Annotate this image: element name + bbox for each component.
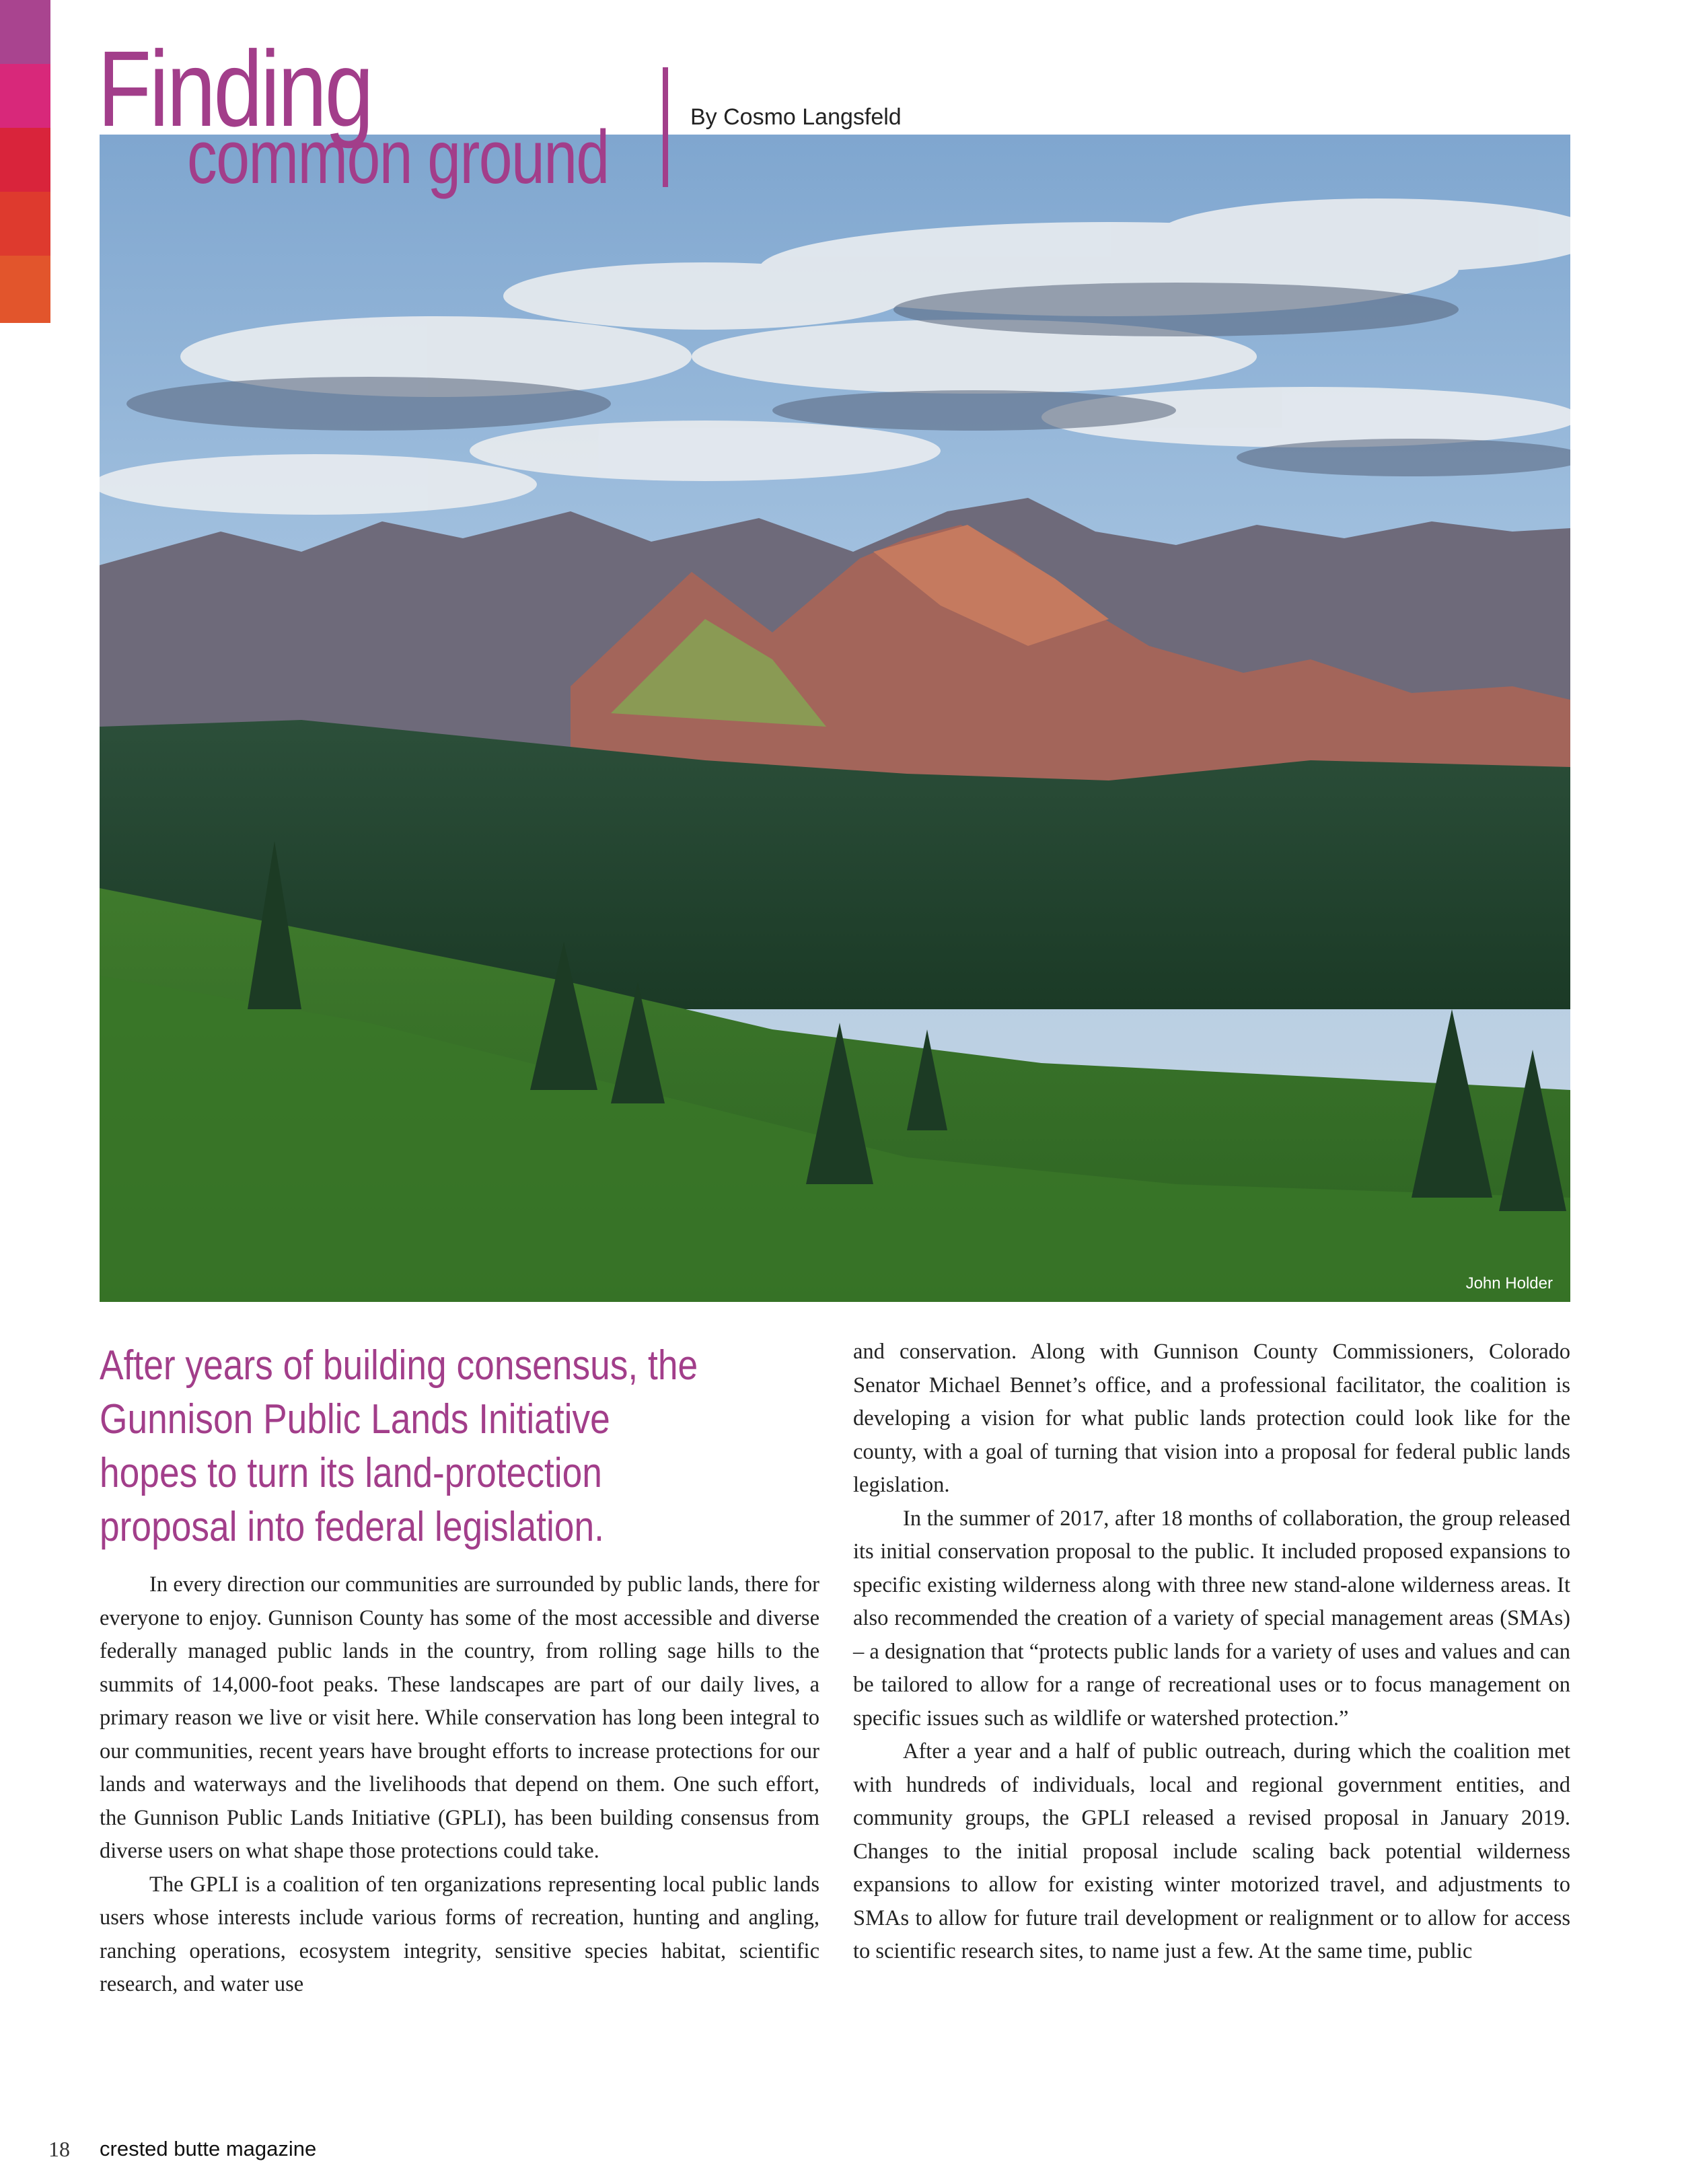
page-number: 18 <box>48 2137 70 2161</box>
article-title: Finding <box>98 28 372 149</box>
color-strip-2 <box>0 64 50 128</box>
article-subtitle: common ground <box>187 115 609 199</box>
paragraph: In the summer of 2017, after 18 months of collaboration, the group released its initial conservation proposal to the public. It included proposed expansions to specific existing wilderness along with three new stand-alone wilderness areas. It also recommended the creation of a variety of special management areas (SMAs) – a designation that “protects public lands for a variety of uses and values and can be tailored to allow for a range of recreational uses or to focus management on specific issues such as wildlife or watershed protection.” <box>853 1506 1570 1731</box>
paragraph: After a year and a half of public outreach, during which the coalition met with hundreds of individuals, local and regional government entities, and community groups, the GPLI released a revised proposal in January 2019. Changes to the initial proposal include scaling back potential wilderness expansions to allow for existing winter motorized travel, and adjustments to SMAs to allow for future trail development or realignment or to allow for access to scientific research sites, to name just a few. At the same time, public <box>853 1739 1570 1963</box>
body-column-1 <box>100 1568 819 2002</box>
paragraph: and conservation. Along with Gunnison County Commissioners, Colorado Senator Michael Bennet’s office, and a professional facilitator, the coalition is developing a vision for what public lands protection could look like for the county, with a goal of turning that vision into a proposal for federal public lands legislation. <box>853 1340 1570 1497</box>
article-dek: After years of building consensus, the Gunnison Public Lands Initiative hopes to turn its land-protection proposal into federal legislation. <box>100 1342 698 1550</box>
color-strip-3 <box>0 128 50 192</box>
photo-credit: John Holder <box>1465 1274 1553 1293</box>
color-strip-1 <box>0 0 50 64</box>
paragraph: The GPLI is a coalition of ten organizations representing local public lands users whose interests include various forms of recreation, hunting and angling, ranching operations, ecosystem integrity, sensitive species habitat, scientific research, and water use <box>100 1872 819 1996</box>
byline: By Cosmo Langsfeld <box>690 104 902 130</box>
title-divider <box>663 67 668 187</box>
magazine-name: crested butte magazine <box>100 2137 317 2160</box>
mountain-landscape-photo-icon <box>100 135 1570 1302</box>
color-strip-5 <box>0 256 50 323</box>
hero-photo <box>100 135 1570 1302</box>
color-strip-4 <box>0 192 50 256</box>
paragraph: In every direction our communities are surrounded by public lands, there for everyone to enjoy. Gunnison County has some of the most accessible and diverse federally managed public lands in the country, from rolling sage hills to the summits of 14,000-foot peaks. These landscapes are part of our daily lives, a primary reason we live or visit here. While conservation has long been integral to our communities, recent years have brought efforts to increase protections for our lands and waterways and the livelihoods that depend on them. One such effort, the Gunnison Public Lands Initiative (GPLI), has been building consensus from diverse users on what shape those protections could take. <box>100 1572 819 1863</box>
body-column-2 <box>853 1336 1570 1969</box>
